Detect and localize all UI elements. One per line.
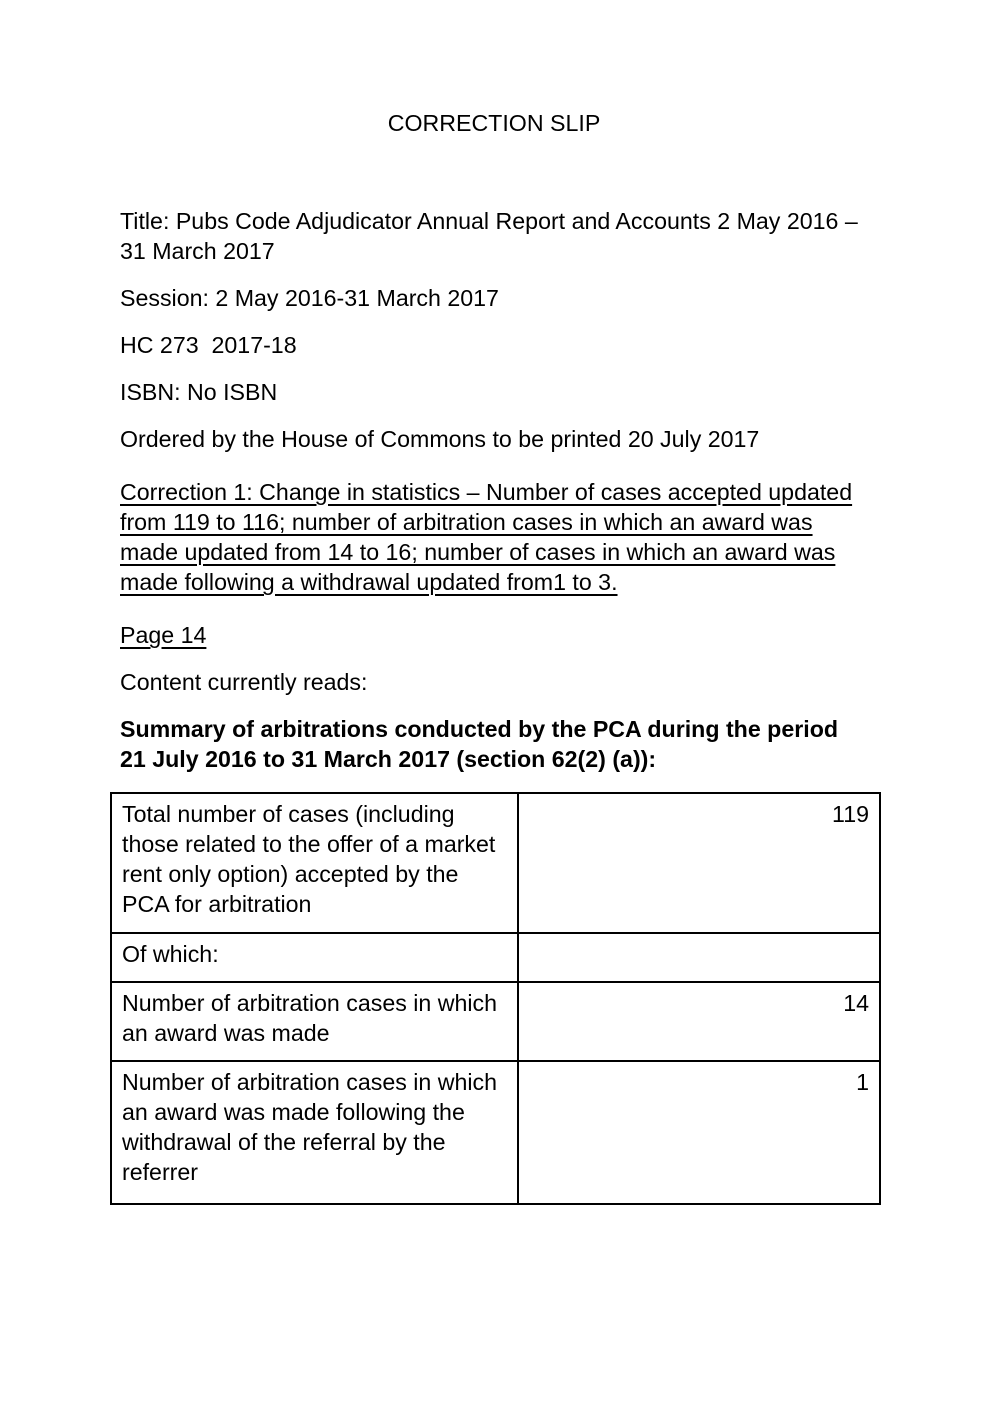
arbitration-summary-table: [110, 792, 881, 1205]
correction-statement: Correction 1: Change in statistics – Number of cases accepted updated from 119 to 116; number of arbitration cases in which an award was made updated from 14 to 16; number of cases in which an award was made following a withdrawal updated from1 to 3.: [120, 479, 853, 595]
summary-heading: Summary of arbitrations conducted by the PCA during the period 21 July 2016 to 31 March 2017 (section 62(2) (a)):: [120, 716, 839, 772]
table-row: [111, 1061, 880, 1204]
isbn-line: ISBN: No ISBN: [120, 379, 278, 405]
table-row: [111, 982, 880, 1061]
table-cell-label: Of which:: [111, 933, 518, 982]
table-cell-label: Total number of cases (including those related to the offer of a market rent only option) accepted by the PCA for arbitration: [111, 793, 518, 933]
table-cell-value: [518, 933, 880, 982]
content-intro: Content currently reads:: [120, 669, 368, 695]
table-cell-value: 14: [518, 982, 880, 1061]
page-title: CORRECTION SLIP: [387, 110, 601, 136]
table-cell-label: Number of arbitration cases in which an award was made: [111, 982, 518, 1061]
table-cell-value: 119: [518, 793, 880, 933]
report-title-line: Title: Pubs Code Adjudicator Annual Report and Accounts 2 May 2016 – 31 March 2017: [120, 208, 858, 264]
page-reference: Page 14: [120, 622, 207, 648]
session-line: Session: 2 May 2016-31 March 2017: [120, 285, 499, 311]
table-row: [111, 793, 880, 933]
ordered-line: Ordered by the House of Commons to be printed 20 July 2017: [120, 426, 760, 452]
table-row: [111, 933, 880, 982]
table-cell-label: Number of arbitration cases in which an award was made following the withdrawal of the referral by the referrer: [111, 1061, 518, 1204]
table-cell-value: 1: [518, 1061, 880, 1204]
hc-number-line: HC 273 2017-18: [120, 332, 297, 358]
